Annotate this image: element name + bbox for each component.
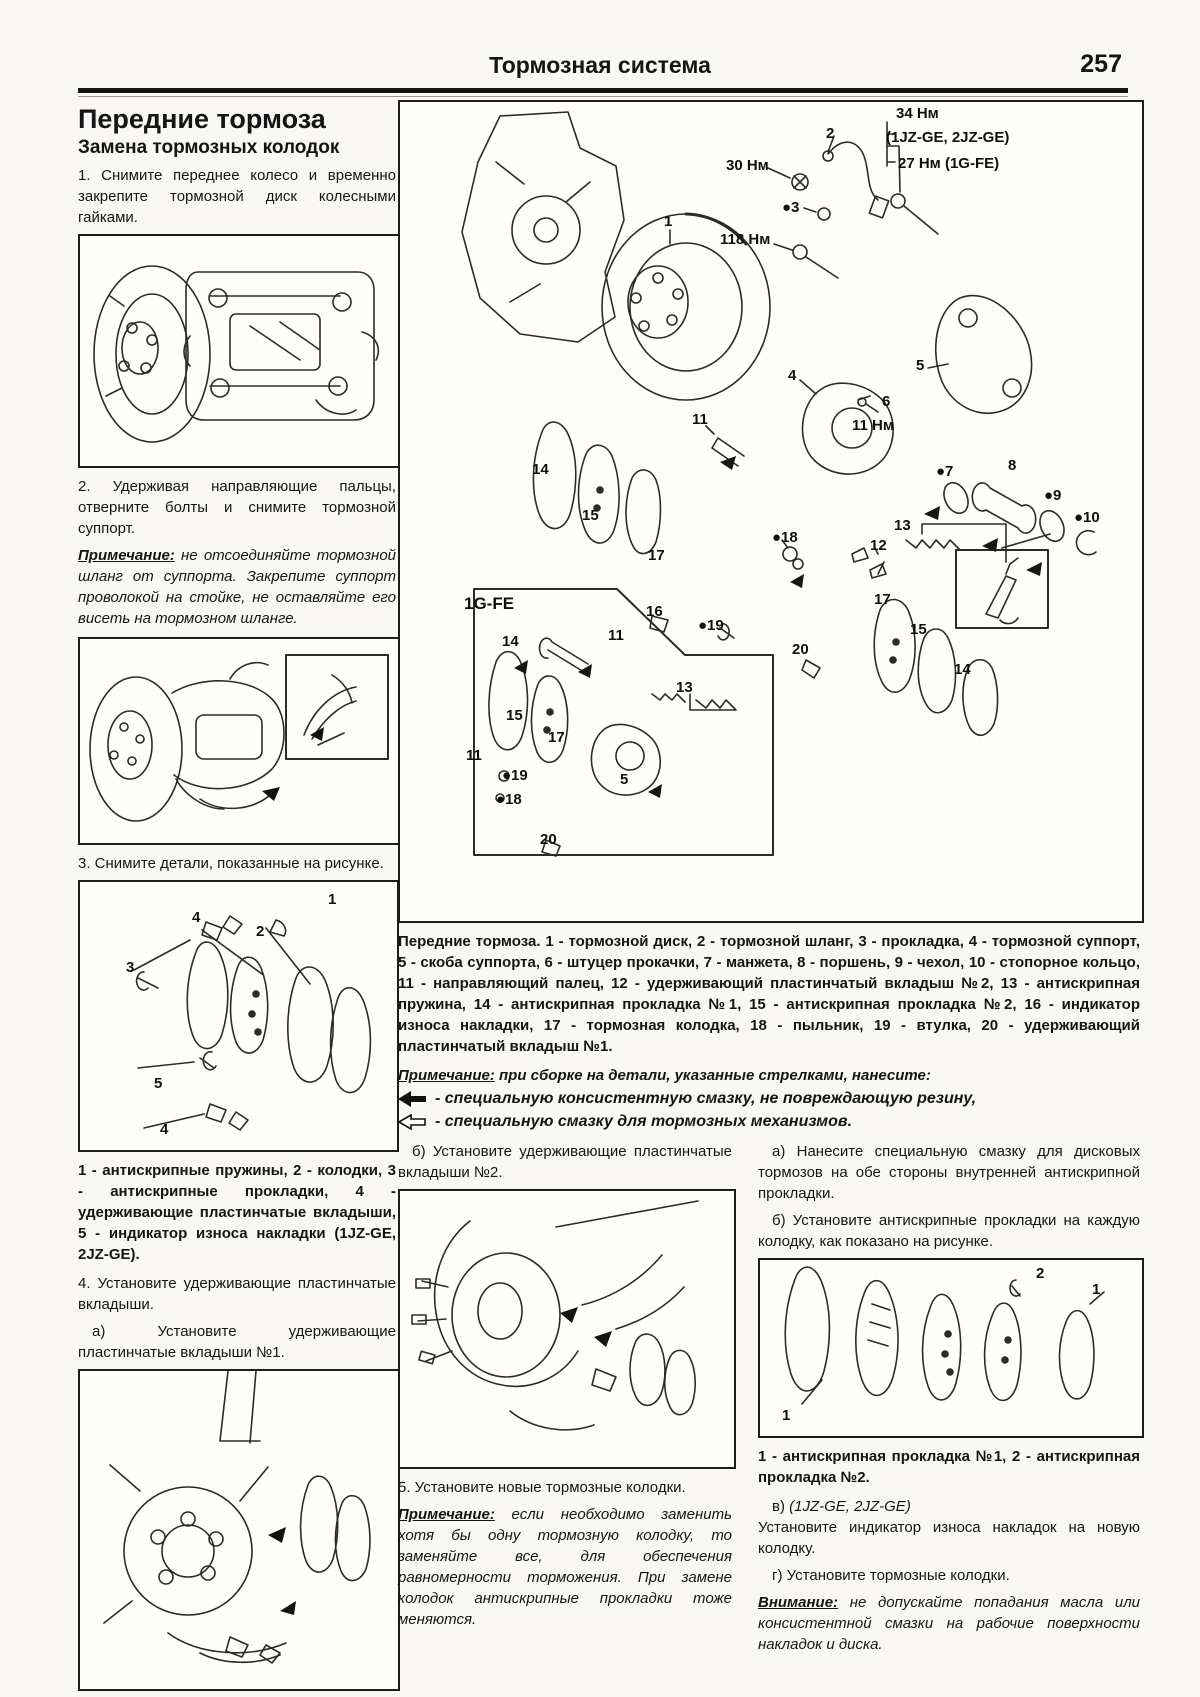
grease-filled-arrow-icon: [398, 1091, 426, 1107]
step-v-text: Установите индикатор износа накладок на новую колодку.: [758, 1519, 1140, 1557]
note-label: Примечание:: [398, 1067, 495, 1084]
step-b-shims2-text: б) Установите удерживающие пластинчатые вкладыши №2.: [398, 1143, 732, 1181]
step-3-text: 3. Снимите детали, показанные на рисунке.: [78, 855, 384, 872]
callout-label: 13: [894, 517, 911, 534]
callout-label: 118 Нм: [720, 231, 771, 248]
shims-on-pads-drawing: [760, 1260, 1138, 1432]
callout-label: 14: [502, 633, 519, 650]
step-a-grease-text: а) Нанесите специальную смазку для дисковых тормозов на обе стороны внутренней антискрипной прокладки.: [758, 1143, 1140, 1202]
callout-label: 15: [506, 707, 523, 724]
callout-label: 3: [126, 959, 135, 976]
install-shims-2-drawing: [400, 1191, 730, 1463]
callout-label: 17: [874, 591, 891, 608]
callout-label: ●18: [772, 529, 798, 546]
callout-label: 11: [466, 747, 482, 764]
callout-label: 15: [910, 621, 927, 638]
step-4-text: 4. Установите удерживающие пластинчатые вкладыши.: [78, 1275, 396, 1313]
legend-grease-rubber: [398, 1090, 1140, 1108]
callout-label: 17: [548, 729, 565, 746]
callout-label: 1: [782, 1407, 791, 1424]
callout-label: ●19: [698, 617, 724, 634]
callout-label: 5: [916, 357, 925, 374]
callout-label: ●10: [1074, 509, 1100, 526]
callout-label: 27 Нм (1G-FE): [898, 155, 1000, 172]
callout-label: 1: [1092, 1281, 1101, 1298]
step-4a-text: а) Установите удерживающие пластинчатые вкладыши №1.: [78, 1323, 396, 1361]
section-heading: Передние тормоза: [78, 104, 326, 134]
callout-label: 12: [870, 537, 887, 554]
step-1-text: 1. Снимите переднее колесо и временно закрепите тормозной диск колесными гайками.: [78, 167, 396, 226]
step-v-heading: [758, 1496, 1140, 1517]
header-rule-thin: [78, 96, 1128, 97]
callout-label: 11 Нм: [852, 417, 894, 434]
install-shims-1-drawing: [80, 1371, 394, 1685]
caliper-wired-drawing: [80, 639, 394, 839]
step-2-text: 2. Удерживая направляющие пальцы, отверните болты и снимите тормозной суппорт.: [78, 478, 396, 537]
callout-label: 6: [882, 393, 891, 410]
note-label: Примечание:: [78, 547, 175, 564]
subsection-heading: Замена тормозных колодок: [78, 137, 340, 158]
engine-variant-label: 1G-FE: [464, 594, 515, 613]
callout-label: 5: [154, 1075, 163, 1092]
callout-label: 2: [256, 923, 265, 940]
callout-label: 14: [532, 461, 549, 478]
callout-label: 4: [160, 1121, 169, 1138]
figure-caliper-on-disc: [78, 234, 400, 468]
note-label: Примечание:: [398, 1506, 495, 1523]
callout-label: 17: [648, 547, 665, 564]
callout-label: ●7: [936, 463, 954, 480]
main-figure-caption: Передние тормоза. 1 - тормозной диск, 2 - тормозной шланг, 3 - прокладка, 4 - тормозной суппорт, 5 - скоба суппорта, 6 - штуцер прокачки, 7 - манжета, 8 - поршень, 9 - чехол, 10 - стопорное кольцо, 11 - направляющий палец, 12 - удерживающий пластинчатый вкладыш №2, 13 - антискрипная пружина, 14 - антискрипная прокладка №1, 15 - антискрипная прокладка №2, 16 - индикатор износа накладки, 17 - тормозная колодка, 18 - пыльник, 19 - втулка, 20 - удерживающий пластинчатый вкладыш №1.: [398, 933, 1140, 1055]
callout-label: 13: [676, 679, 693, 696]
callout-label: 2: [1036, 1265, 1045, 1282]
callout-label: 15: [582, 507, 599, 524]
callout-label: ●18: [496, 791, 522, 808]
callout-label: 2: [826, 125, 835, 142]
note-do-not-disconnect: [78, 545, 396, 629]
callout-label: 34 Нм: [896, 105, 939, 122]
callout-label: 30 Нм: [726, 157, 769, 174]
right-column: [398, 100, 1140, 1663]
callout-label: 20: [792, 641, 809, 658]
note-replace-all-pads: [398, 1504, 732, 1630]
header-rule: [78, 88, 1128, 93]
step-5-text: 5. Установите новые тормозные колодки.: [398, 1479, 686, 1496]
legend-grease-brake: [398, 1113, 1140, 1131]
step-b-shims-on-pads-text: б) Установите антискрипные прокладки на каждую колодку, как показано на рисунке.: [758, 1212, 1140, 1250]
figure-install-shims-2: [398, 1189, 736, 1469]
legend-text: - специальную консистентную смазку, не повреждающую резину,: [435, 1090, 977, 1107]
page-number: 257: [1080, 50, 1122, 78]
callout-label: 4: [192, 909, 201, 926]
figure-install-shims-1: [78, 1369, 400, 1691]
callout-label: 4: [788, 367, 797, 384]
figure-shims-on-pads: [758, 1258, 1144, 1438]
callout-label: 5: [620, 771, 629, 788]
pads-exploded-small-drawing: [80, 882, 393, 1146]
caliper-on-disc-drawing: [80, 236, 394, 462]
bottom-right-column: [758, 1141, 1140, 1663]
callout-label: 11: [692, 411, 708, 428]
figure-pads-caption: 1 - антискрипные пружины, 2 - колодки, 3 - антискрипные прокладки, 4 - удерживающие пластинчатые вкладыши, 5 - индикатор износа накладки (1JZ-GE, 2JZ-GE).: [78, 1162, 396, 1263]
callout-label: 8: [1008, 457, 1017, 474]
bottom-columns: [398, 1141, 1140, 1663]
note-text: при сборке на детали, указанные стрелками, нанесите:: [494, 1067, 931, 1084]
callout-label: 20: [540, 831, 557, 848]
warning-label: Внимание:: [758, 1594, 839, 1611]
page-title: Тормозная система: [489, 52, 711, 78]
step-v-engines: (1JZ-GE, 2JZ-GE): [789, 1498, 911, 1515]
warning-text: не допускайте попадания масла или консистентной смазки на рабочие поверхности накладок и диска.: [758, 1594, 1140, 1653]
step-v-label: в): [772, 1498, 790, 1515]
front-brakes-exploded-figure: [398, 100, 1144, 923]
callout-label: 1: [328, 891, 337, 908]
callout-label: 14: [954, 661, 971, 678]
callout-label: 16: [646, 603, 663, 620]
callout-label: 1: [664, 213, 673, 230]
callout-label: (1JZ-GE, 2JZ-GE): [886, 129, 1010, 146]
note-text: не отсоединяйте тормозной шланг от суппорта. Закрепите суппорт проволокой на стойке, не оставляйте его висеть на тормозном шланге.: [78, 547, 396, 627]
callout-label: ●3: [782, 199, 800, 216]
step-g-text: г) Установите тормозные колодки.: [772, 1567, 1010, 1584]
warning-note: [758, 1592, 1140, 1655]
callout-label: ●9: [1044, 487, 1062, 504]
note-text: если необходимо заменить хотя бы одну тормозную колодку, то заменяйте все, для обеспечения равномерности торможения. При замене колодок антискрипные прокладки тоже меняются.: [398, 1506, 732, 1628]
bottom-left-column: [398, 1141, 732, 1663]
left-column: [78, 100, 396, 1697]
figure-shims-caption: 1 - антискрипная прокладка №1, 2 - антискрипная прокладка №2.: [758, 1448, 1140, 1486]
callout-label: 11: [608, 627, 624, 644]
assembly-note: [398, 1065, 1140, 1086]
legend-text: - специальную смазку для тормозных механизмов.: [435, 1113, 853, 1130]
grease-outline-arrow-icon: [398, 1114, 426, 1130]
figure-pads-exploded-small: [78, 880, 399, 1152]
callout-label: ●19: [502, 767, 528, 784]
figure-caliper-wired: [78, 637, 400, 845]
